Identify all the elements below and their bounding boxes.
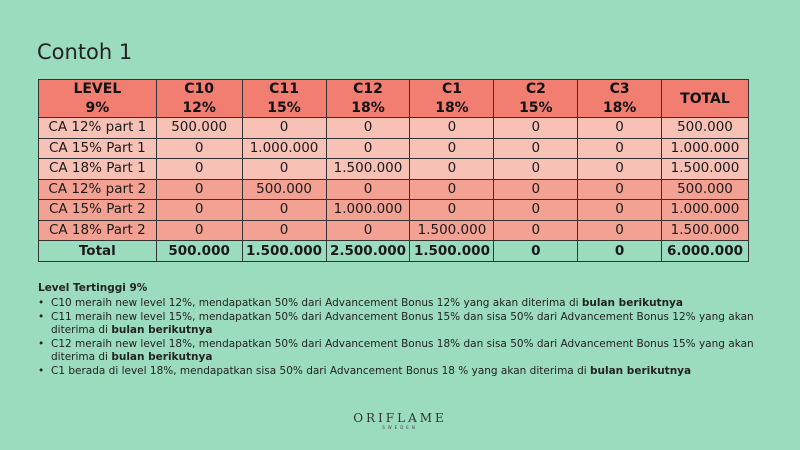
table-cell: 0 [494,138,578,159]
table-cell: 0 [410,179,494,200]
bullet-icon: • [38,338,45,350]
table-cell: 0 [494,200,578,221]
table-cell: 0 [326,220,410,241]
table-cell: 0 [156,159,242,180]
header-row-levels [39,80,749,99]
bullet-icon: • [38,311,45,323]
note-bold: bulan berikutnya [111,324,213,336]
table-cell: 0 [410,138,494,159]
list-item [38,338,768,364]
table-row [39,179,749,200]
table-cell: 0 [410,200,494,221]
table-cell: 0 [242,220,326,241]
row-total: 1.500.000 [661,220,748,241]
list-item [38,365,768,378]
table-cell: 500.000 [242,179,326,200]
bullet-icon: • [38,365,45,377]
total-cell: 0 [578,241,662,262]
header-total: TOTAL [661,80,748,118]
notes-list [38,297,768,378]
table-cell: 0 [326,138,410,159]
row-label: CA 15% Part 1 [39,138,157,159]
oriflame-logo [0,411,800,430]
row-label: CA 12% part 1 [39,118,157,139]
note-text: C11 meraih new level 15%, mendapatkan 50% dari Advancement Bonus 15% dan sisa 50% dari Advancement Bonus 12% yang akan diterima di [51,311,754,336]
header-level-pct: 9% [39,99,157,118]
row-label: CA 12% part 2 [39,179,157,200]
row-total: 1.000.000 [661,200,748,221]
table-row [39,118,749,139]
bullet-icon: • [38,297,45,309]
total-row [39,241,749,262]
total-cell: 2.500.000 [326,241,410,262]
list-item [38,297,768,310]
row-total: 1.000.000 [661,138,748,159]
total-cell: 0 [494,241,578,262]
total-label: Total [39,241,157,262]
table-cell: 0 [578,118,662,139]
grand-total: 6.000.000 [661,241,748,262]
note-text: C10 meraih new level 12%, mendapatkan 50% dari Advancement Bonus 12% yang akan diterima di [51,297,582,309]
logo-text: ORIFLAME [353,411,447,425]
table-cell: 0 [578,220,662,241]
logo-subtext: SWEDEN [382,425,418,430]
slide-title: Contoh 1 [37,40,133,64]
table-cell: 0 [242,200,326,221]
table-cell: 0 [578,138,662,159]
header-c12-pct: 18% [326,99,410,118]
table-cell: 500.000 [156,118,242,139]
table-cell: 0 [410,118,494,139]
header-c2: C2 [494,80,578,99]
table-cell: 1.000.000 [326,200,410,221]
table-cell: 1.000.000 [242,138,326,159]
notes-section [38,282,768,379]
table-cell: 0 [156,220,242,241]
table-row [39,159,749,180]
table-cell: 0 [156,179,242,200]
table-cell: 1.500.000 [326,159,410,180]
note-bold: bulan berikutnya [111,351,213,363]
header-c1: C1 [410,80,494,99]
header-c11: C11 [242,80,326,99]
row-total: 500.000 [661,118,748,139]
table-cell: 0 [242,159,326,180]
list-item [38,311,768,337]
table-cell: 1.500.000 [410,220,494,241]
header-c10-pct: 12% [156,99,242,118]
row-label: CA 18% Part 2 [39,220,157,241]
header-c10: C10 [156,80,242,99]
table-cell: 0 [156,138,242,159]
table-cell: 0 [578,179,662,200]
table-cell: 0 [326,179,410,200]
table-row [39,220,749,241]
table-cell: 0 [326,118,410,139]
table-cell: 0 [242,118,326,139]
table-row [39,200,749,221]
table-cell: 0 [494,118,578,139]
table-cell: 0 [578,159,662,180]
total-cell: 1.500.000 [242,241,326,262]
note-bold: bulan berikutnya [581,297,683,309]
table-cell: 0 [494,159,578,180]
header-c3-pct: 18% [578,99,662,118]
note-bold: bulan berikutnya [590,365,692,377]
table-cell: 0 [494,220,578,241]
row-total: 500.000 [661,179,748,200]
header-c3: C3 [578,80,662,99]
note-text: C1 berada di level 18%, mendapatkan sisa 50% dari Advancement Bonus 18 % yang akan diterima di [51,365,590,377]
notes-heading: Level Tertinggi 9% [38,282,148,294]
header-row-percent [39,99,749,118]
header-c1-pct: 18% [410,99,494,118]
row-total: 1.500.000 [661,159,748,180]
header-c12: C12 [326,80,410,99]
header-c2-pct: 15% [494,99,578,118]
total-cell: 1.500.000 [410,241,494,262]
bonus-table [38,79,749,262]
header-c11-pct: 15% [242,99,326,118]
table-cell: 0 [578,200,662,221]
table-cell: 0 [156,200,242,221]
note-text: C12 meraih new level 18%, mendapatkan 50% dari Advancement Bonus 18% dan sisa 50% dari Advancement Bonus 15% yang akan diterima di [51,338,754,363]
row-label: CA 15% Part 2 [39,200,157,221]
header-level: LEVEL [39,80,157,99]
row-label: CA 18% Part 1 [39,159,157,180]
table-cell: 0 [494,179,578,200]
table-cell: 0 [410,159,494,180]
total-cell: 500.000 [156,241,242,262]
table-row [39,138,749,159]
